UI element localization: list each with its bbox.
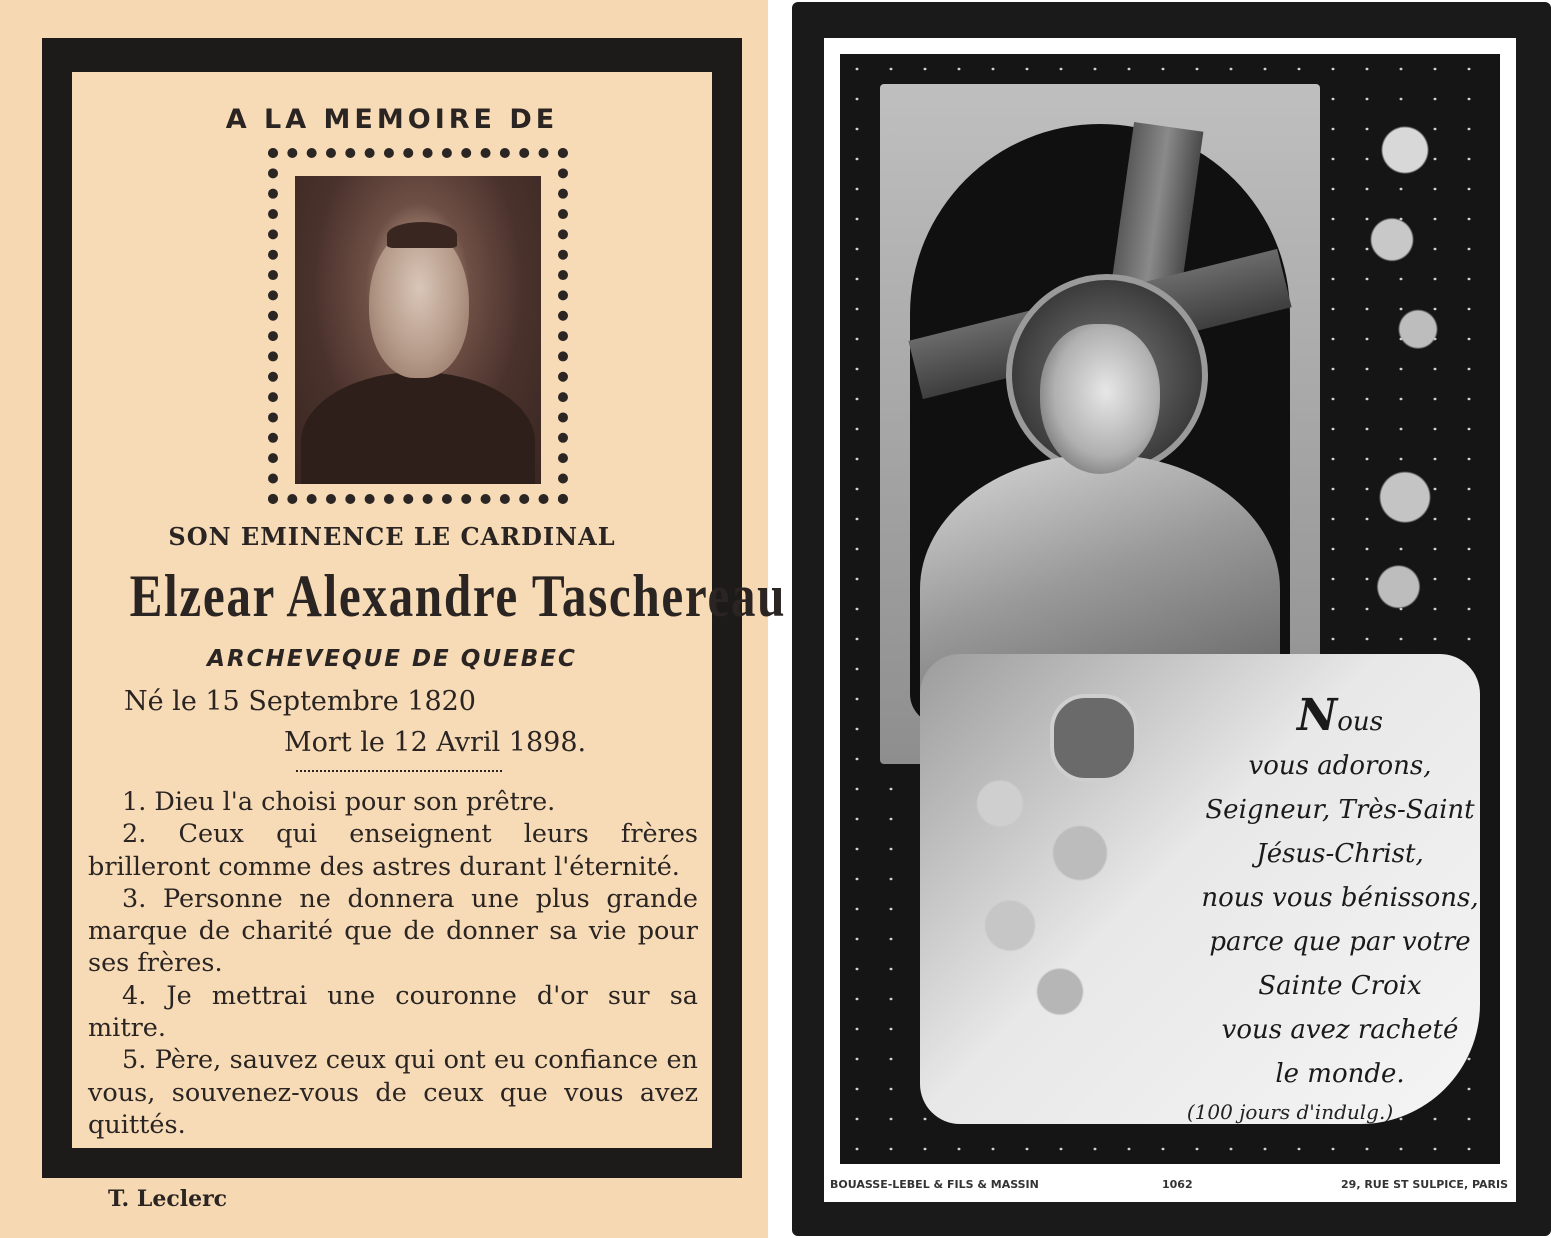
verse-item: 4. Je mettrai une couronne d'or sur sa mitre. [88,980,698,1044]
mourning-border [42,38,787,1178]
flower-garland-right [1340,94,1470,654]
prayer-text [1170,690,1510,1096]
prayer-line: ous [1337,707,1383,737]
holy-card-inner [824,38,1516,1202]
publisher-name: BOUASSE-LEBEL & FILS & MASSIN [830,1178,1039,1191]
prayer-line: vous adorons, [1248,751,1432,781]
card-number: 1062 [1162,1178,1193,1191]
prayer-line: nous vous bénissons, [1201,883,1479,913]
printer-credit: T. Leclerc [108,1186,228,1212]
office-title: ARCHEVEQUE DE QUEBEC [207,646,577,672]
arch-window [910,124,1290,724]
verse-item: 1. Dieu l'a choisi pour son prêtre. [122,787,556,817]
death-date: Mort le 12 Avril 1898. [284,727,587,758]
prayer-line: vous avez racheté [1221,1015,1459,1045]
prayer-line: Seigneur, Très-Saint [1205,795,1475,825]
verse-item: 3. Personne ne donnera une plus grande marque de charité que de donner sa vie pour ses frères. [88,883,698,979]
indulgence-note: (100 jours d'indulg.) [1186,1100,1394,1124]
deceased-name: Elzear Alexandre Taschereau [129,563,787,629]
prayer-line: le monde. [1275,1059,1405,1089]
title-line: SON EMINENCE LE CARDINAL [168,522,616,551]
verse-item: 5. Père, sauvez ceux qui ont eu confiance en vous, souvenez-vous de ceux que vous avez quittés. [88,1045,698,1140]
cardinal-portrait [295,176,541,484]
prayer-line: parce que par votre [1209,927,1471,957]
prayer-line: Sainte Croix [1258,971,1422,1001]
birth-date: Né le 15 Septembre 1820 [124,686,476,717]
verse-list [88,786,698,1141]
publisher-address: 29, RUE ST SULPICE, PARIS [1341,1178,1508,1191]
publisher-footer [824,1170,1516,1194]
starry-background [840,54,1500,1164]
christ-figure-head [1040,324,1160,474]
verse-item: 2. Ceux qui enseignent leurs frères brilleront comme des astres durant l'éternité. [88,819,698,882]
memorial-heading: A LA MEMOIRE DE [225,104,559,135]
flower-garland-left [940,754,1140,1084]
holy-card-right [792,2,1551,1236]
ornamental-divider [296,770,502,776]
prayer-dropcap: N [1297,690,1338,741]
prayer-line: Jésus-Christ, [1256,839,1424,869]
